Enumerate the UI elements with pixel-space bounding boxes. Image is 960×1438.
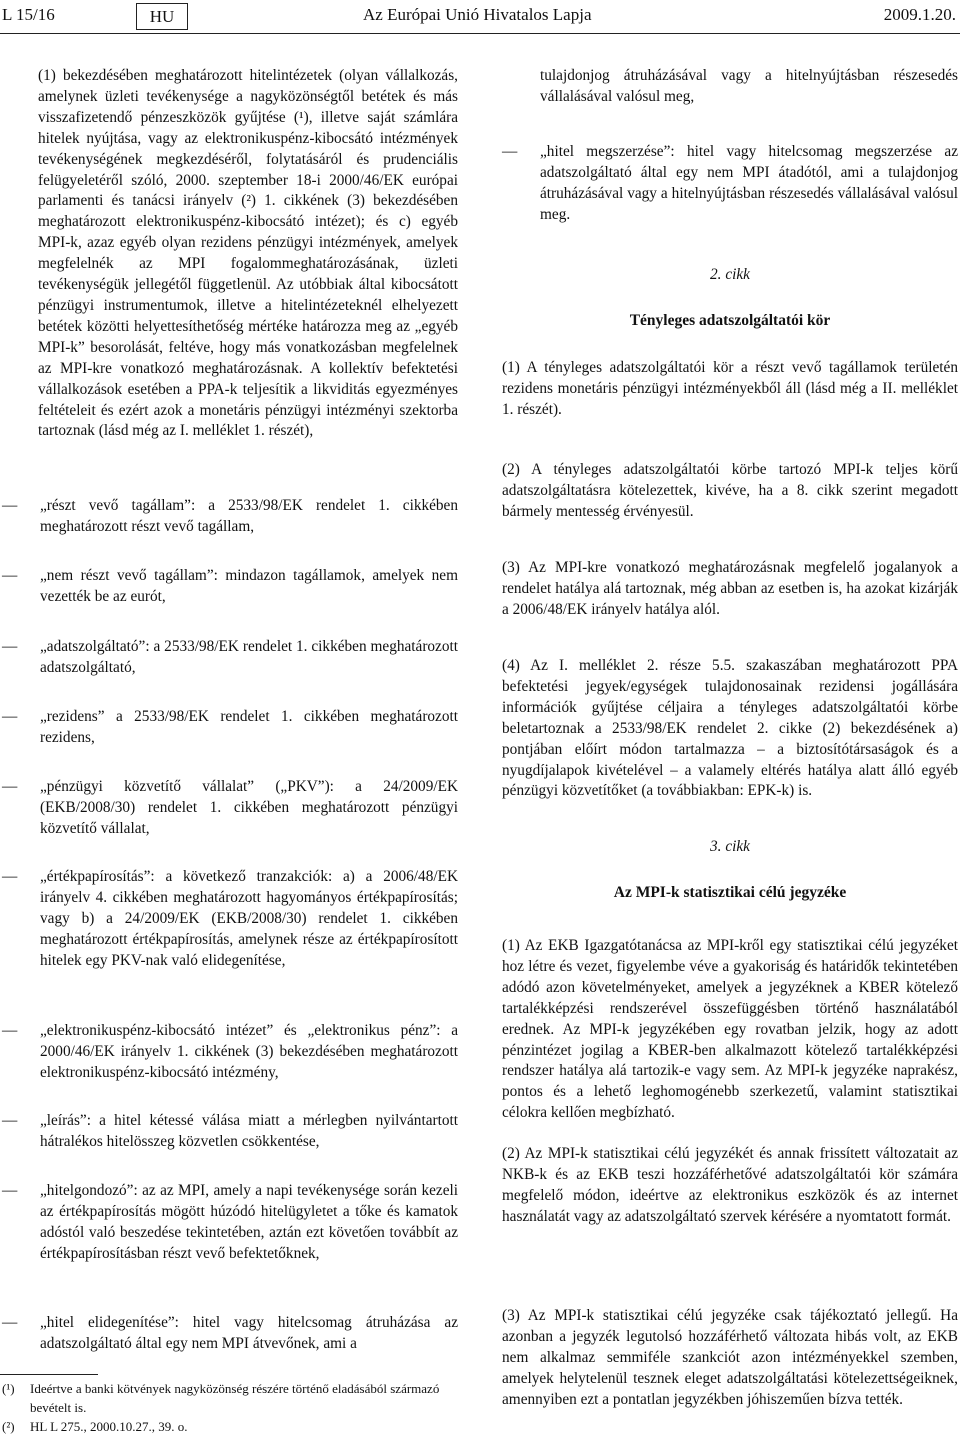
article-number: 2. cikk [710, 266, 750, 283]
dash-marker: — [2, 708, 18, 725]
footnote-rule [0, 1374, 98, 1375]
dash-marker: — [2, 1112, 18, 1129]
dash-marker: — [2, 868, 18, 885]
dash-marker: — [2, 1182, 18, 1199]
journal-title: Az Európai Unió Hivatalos Lapja [363, 5, 592, 24]
definition-text: „rezidens” a 2533/98/EK rendelet 1. cikkében meghatározott rezidens, [40, 708, 458, 746]
article-title: Tényleges adatszolgáltatói kör [629, 312, 831, 329]
article-paragraph: (3) Az MPI-k statisztikai célú jegyzéke csak tájékoztató jellegű. Ha azonban a jegyzék legutolsó hozzáférhető változata hibás volt, az EKB nem alkalmaz semmiféle szankciót azon intézményekkel szemben, amelyek helytelenül tesznek eleget adatszolgáltatási kötelezettségeiknek, amennyiben ezt a pontatlan jegyzékben jóhiszeműen bízva tették. [502, 1307, 958, 1408]
publication-date: 2009.1.20. [883, 5, 956, 24]
continued-paragraph: tulajdonjog átruházásával vagy a hitelnyújtásban részesedés vállalásával valósul meg, [540, 67, 958, 105]
dash-marker: — [2, 638, 18, 655]
definition-text: „elektronikuspénz-kibocsátó intézet” és „elektronikus pénz”: a 2000/46/EK irányelv 1. cikkének (3) bekezdésében meghatározott elektronikuspénz-kibocsátó intézmény, [40, 1022, 458, 1081]
language-badge: HU [136, 3, 188, 30]
page-number: L 15/16 [2, 5, 55, 24]
footnote-mark: (¹) [2, 1381, 15, 1396]
definition-item [2, 496, 458, 540]
definition-item [502, 142, 958, 228]
article-paragraph: (2) A tényleges adatszolgáltatói körbe tartozó MPI-k teljes körű adatszolgáltatásra kötelezettek, kivéve, ha a 8. cikk szerint megadott bármely mentesség érvényesül. [502, 461, 958, 520]
dash-marker: — [2, 497, 18, 514]
definition-item [2, 707, 458, 751]
article-number: 3. cikk [710, 838, 750, 855]
definition-item [2, 867, 458, 995]
header-rule [0, 33, 960, 34]
article-paragraph: (1) A tényleges adatszolgáltatói kör a részt vevő tagállamok területén rezidens monetáris pénzügyi intézményekből áll (lásd még a II. melléklet 1. részét). [502, 359, 958, 418]
definition-text: „hitelgondozó”: az az MPI, amely a napi tevékenysége során kezeli az értékpapírosítás mögött húzódó hitelügyletet a tőke és kamatok adóstól való beszedése tekintetében, aztán ezt követően továbbít az értékpapírosításban részt vevő befektetőknek, [40, 1182, 458, 1262]
definition-item [2, 1021, 458, 1085]
article-paragraph: (1) Az EKB Igazgatótanácsa az MPI-kről egy statisztikai célú jegyzéket hoz létre és vezet, figyelembe véve a gyakoriság és határidők tekintetében adódó azon követelményeket, amelyek a jegyzéknek a KBER kötelező tartalékképzési rendszerével összefüggésben történő használatából erednek. Az MPI-k jegyzékében egy rovatban jelzik, hogy az adott pénzintézet jogilag a KBER-ben alkalmazott kötelező tartalékképzési rendszer hatálya alá tartozik-e vagy sem. Az MPI-k jegyzéke naprakész, pontos és a lehető leghomogénebb szerkezetű, valamint statisztikai célokra kellően megbízható. [502, 937, 958, 1122]
page-header [0, 0, 960, 32]
definition-item [2, 566, 458, 610]
definition-text: „hitel elidegenítése”: hitel vagy hitelcsomag átruházása az adatszolgáltató által egy nem MPI átvevőnek, ami a [40, 1314, 458, 1352]
intro-paragraph: (1) bekezdésében meghatározott hitelintézetek (olyan vállalkozás, amelynek üzleti tevékenysége a nagyközönségtől betétek és más visszafizetendő pénzeszközök gyűjtése (¹), illetve saját számlára hitelek nyújtása, vagy az elektronikuspénz-kibocsátó intézmények tevékenységének megkezdéséről, folytatásáról és prudenciális felügyeletéről szóló, 2000. szeptember 18-i 2000/46/EK európai parlamenti és tanácsi irányelv (²) 1. cikkének (3) bekezdésében meghatározott elektronikuspénz-kibocsátó intézet); és c) egyéb MPI-k, azaz egyéb olyan rezidens pénzügyi intézmények, amelyek megfelelnék az MPI fogalommeghatározásának, üzleti tevékenységük jellegétől függetlenül. Az utóbbiak által kibocsátott pénzügyi instrumentumok, illetve a hitelintézeteknél elhelyezett betétek közötti helyettesíthetőség mértéke határozza meg az „egyéb MPI-k” besorolását, feltéve, hogy más vonatkozásban megfelelnek az MPI-kre vonatkozó meghatározásnak. A kollektív befektetési vállalkozások esetében a PPA-k teljesítik a likviditás egyezményes feltételeit és ezért azok a monetáris pénzügyi intézményi szektorba tartoznak (lásd még az I. melléklet 1. részét), [38, 67, 458, 440]
definition-text: „értékpapírosítás”: a következő tranzakciók: a) a 2006/48/EK irányelv 4. cikkében meghatározott hagyományos értékpapírosítás; vagy b) a 24/2009/EK (EKB/2008/30) rendelet 1. cikkében meghatározott értékpapírosítás, amelynek része az értékpapírosított hitelek egy PKV-nak való elidegenítése, [40, 868, 458, 969]
definition-text: „pénzügyi közvetítő vállalat” („PKV”): a 24/2009/EK (EKB/2008/30) rendelet 1. cikkében meghatározott pénzügyi közvetítő vállalat, [40, 778, 458, 837]
definition-text: „részt vevő tagállam”: a 2533/98/EK rendelet 1. cikkében meghatározott részt vevő tagállam, [40, 497, 458, 535]
definition-text: „leírás”: a hitel kétessé válása miatt a mérlegben nyilvántartott hátralékos hitelösszeg közvetlen csökkentése, [40, 1112, 458, 1150]
footnote-mark: (²) [2, 1419, 15, 1434]
article-paragraph: (2) Az MPI-k statisztikai célú jegyzékét és annak frissített változatait az NKB-k és az EKB teszi hozzáférhetővé adatszolgáltatói kör számára megfelelő módon, ideértve az elektronikus eszközök és az internet használatát vagy az adatszolgáltató szervek kérésére a nyomtatott formát. [502, 1145, 958, 1225]
dash-marker: — [2, 1314, 18, 1331]
article-title: Az MPI-k statisztikai célú jegyzéke [613, 884, 847, 901]
definition-text: „nem részt vevő tagállam”: mindazon tagállamok, amelyek nem vezették be az eurót, [40, 567, 458, 605]
definition-item [2, 1111, 458, 1155]
definition-text: „hitel megszerzése”: hitel vagy hitelcsomag megszerzése az adatszolgáltató által egy nem MPI átadótól, ami a tulajdonjog átruházásával vagy a hitelnyújtásban részesedés vállalásával valósul meg. [540, 143, 958, 223]
footnote-text: Ideértve a banki kötvények nagyközönség részére történő eladásából származó bevételt is. [30, 1381, 440, 1415]
dash-marker: — [2, 567, 18, 584]
definition-item [2, 1181, 458, 1287]
definition-text: „adatszolgáltató”: a 2533/98/EK rendelet 1. cikkében meghatározott adatszolgáltató, [40, 638, 458, 676]
dash-marker: — [502, 143, 518, 160]
definition-item [2, 777, 458, 841]
dash-marker: — [2, 1022, 18, 1039]
dash-marker: — [2, 778, 18, 795]
article-paragraph: (4) Az I. melléklet 2. része 5.5. szakaszában meghatározott PPA befektetési jegyek/egységek tulajdonosainak rezidensi jogállására információk gyűjtése céljaira a tényleges adatszolgáltatói körbe beletartoznak a 2533/98/EK rendelet 2. cikke (2) bekezdésének a) pontjában előírt módon tartalmazza – a biztosítótársaságok és a nyugdíjalapok kivételével – a valamely eltérés hatálya alatt álló egyéb pénzügyi közvetítőket (a továbbiakban: EPK-k) is. [502, 657, 958, 800]
definition-item [2, 637, 458, 681]
definition-item [2, 1313, 458, 1357]
footnote-text: HL L 275., 2000.10.27., 39. o. [30, 1419, 188, 1434]
article-paragraph: (3) Az MPI-kre vonatkozó meghatározásnak megfelelő jogalanyok a rendelet hatálya alá tartoznak, még abban az esetben is, ha azokat kizárják a 2006/48/EK irányelv hatálya alól. [502, 559, 958, 618]
